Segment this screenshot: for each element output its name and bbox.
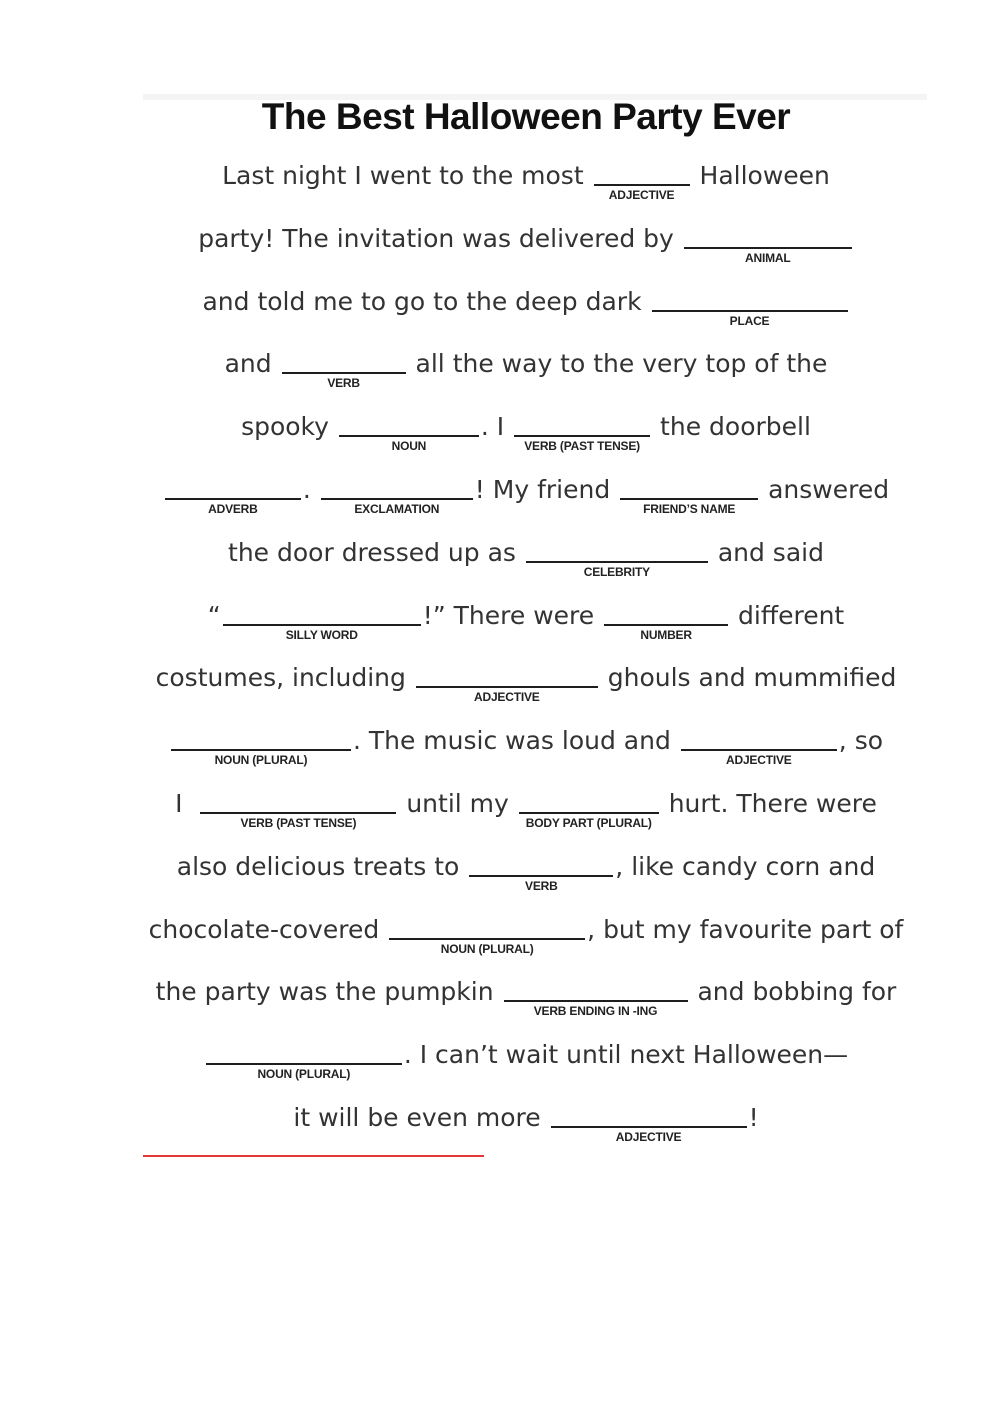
fill-in-blank[interactable] <box>206 1039 402 1082</box>
blank-hint-label: ANIMAL <box>745 250 791 265</box>
story-text: until my <box>398 789 517 818</box>
fill-in-blank[interactable] <box>681 725 837 768</box>
blank-hint-label: ADJECTIVE <box>608 188 675 202</box>
story-text: . I <box>480 412 513 442</box>
fill-in-blank[interactable] <box>171 725 351 768</box>
blank-hint-label: VERB (PAST TENSE) <box>524 439 640 454</box>
blank-hint-label: NOUN (PLURAL) <box>214 753 308 768</box>
blank-hint-label: BODY PART (PLURAL) <box>525 816 652 830</box>
fill-in-blank[interactable] <box>469 851 613 893</box>
fill-in-blank[interactable] <box>519 788 659 830</box>
fill-in-blank[interactable] <box>594 160 690 202</box>
story-text: hurt. There were <box>660 789 877 818</box>
blank-hint-label: NOUN <box>391 439 427 454</box>
story-line <box>0 851 1000 893</box>
story-text: I <box>175 789 199 818</box>
story-text: ! <box>748 1103 759 1132</box>
story-text: . I can’t wait until next Halloween— <box>403 1040 849 1070</box>
fill-in-blank[interactable] <box>416 662 598 705</box>
story-text: and bobbing for <box>689 977 897 1007</box>
fill-in-blank[interactable] <box>223 600 421 642</box>
story-line <box>0 348 1000 391</box>
story-line <box>0 662 1000 705</box>
story-text: the party was the pumpkin <box>155 977 502 1007</box>
blank-hint-label: ADJECTIVE <box>726 753 792 768</box>
fill-in-blank[interactable] <box>604 600 728 642</box>
story-text: . The music was loud and <box>352 726 679 756</box>
story-text: . <box>302 475 319 504</box>
story-line <box>0 1039 1000 1082</box>
story-text: different <box>730 600 845 630</box>
blank-hint-label: NUMBER <box>640 627 692 642</box>
story-text: and said <box>709 537 824 567</box>
blank-hint-label: ADJECTIVE <box>615 1130 682 1144</box>
story-text: spooky <box>241 412 337 442</box>
story-text: , like candy corn and <box>615 851 876 881</box>
blank-hint-label: CELEBRITY <box>583 564 650 579</box>
blank-hint-label: EXCLAMATION <box>354 502 440 516</box>
red-underline <box>143 1155 484 1157</box>
story-text: , but my favourite part of <box>587 914 904 944</box>
fill-in-blank[interactable] <box>282 348 406 391</box>
fill-in-blank[interactable] <box>165 474 301 516</box>
story-text: chocolate-covered <box>148 914 388 944</box>
blank-hint-label: PLACE <box>729 313 770 328</box>
story-text: all the way to the very top of the <box>407 349 828 379</box>
fill-in-blank[interactable] <box>389 914 585 956</box>
blank-hint-label: ADJECTIVE <box>474 690 540 705</box>
worksheet-title: The Best Halloween Party Ever <box>261 96 791 137</box>
story-text: party! The invitation was delivered by <box>198 223 682 253</box>
story-line <box>0 160 1000 202</box>
story-line <box>0 914 1000 956</box>
fill-in-blank[interactable] <box>526 537 708 579</box>
story-line <box>0 976 1000 1019</box>
story-line <box>0 223 1000 265</box>
story-text: answered <box>760 475 890 504</box>
blank-hint-label: VERB <box>327 376 360 391</box>
blank-hint-label: FRIEND’S NAME <box>643 502 736 516</box>
fill-in-blank[interactable] <box>200 788 396 830</box>
story-text: , so <box>838 726 884 756</box>
story-text: ghouls and mummified <box>599 663 897 693</box>
story-text: and told me to go to the deep dark <box>202 286 650 316</box>
story-text: costumes, including <box>155 663 414 693</box>
story-line <box>0 1102 1000 1144</box>
story-line <box>0 286 1000 328</box>
fill-in-blank[interactable] <box>684 223 852 265</box>
blank-hint-label: NOUN (PLURAL) <box>257 1067 351 1082</box>
story-text: also delicious treats to <box>176 851 468 881</box>
blank-hint-label: VERB <box>525 878 558 893</box>
fill-in-blank[interactable] <box>551 1102 747 1144</box>
story-line <box>0 474 1000 516</box>
story-text: !” There were <box>422 600 603 630</box>
blank-hint-label: ADVERB <box>208 502 258 516</box>
blank-hint-label: VERB ENDING IN -ING <box>533 1004 658 1019</box>
story-text: Halloween <box>691 161 830 190</box>
story-text: it will be even more <box>293 1103 549 1132</box>
story-line <box>0 788 1000 830</box>
story-line <box>0 537 1000 579</box>
story-text: the doorbell <box>652 412 811 442</box>
fill-in-blank[interactable] <box>321 474 473 516</box>
fill-in-blank[interactable] <box>620 474 758 516</box>
story-text: and <box>224 349 280 379</box>
fill-in-blank[interactable] <box>504 976 688 1019</box>
blank-hint-label: NOUN (PLURAL) <box>440 941 534 956</box>
story-text: the door dressed up as <box>228 537 524 567</box>
blank-hint-label: SILLY WORD <box>285 627 358 642</box>
fill-in-blank[interactable] <box>652 286 848 328</box>
story-line <box>0 411 1000 454</box>
story-text: Last night I went to the most <box>222 161 592 190</box>
story-line <box>0 725 1000 768</box>
fill-in-blank[interactable] <box>339 411 479 454</box>
story-text: “ <box>207 600 221 630</box>
story-text: ! My friend <box>474 475 619 504</box>
blank-hint-label: VERB (PAST TENSE) <box>240 816 357 830</box>
story-line <box>0 600 1000 642</box>
fill-in-blank[interactable] <box>514 411 650 454</box>
